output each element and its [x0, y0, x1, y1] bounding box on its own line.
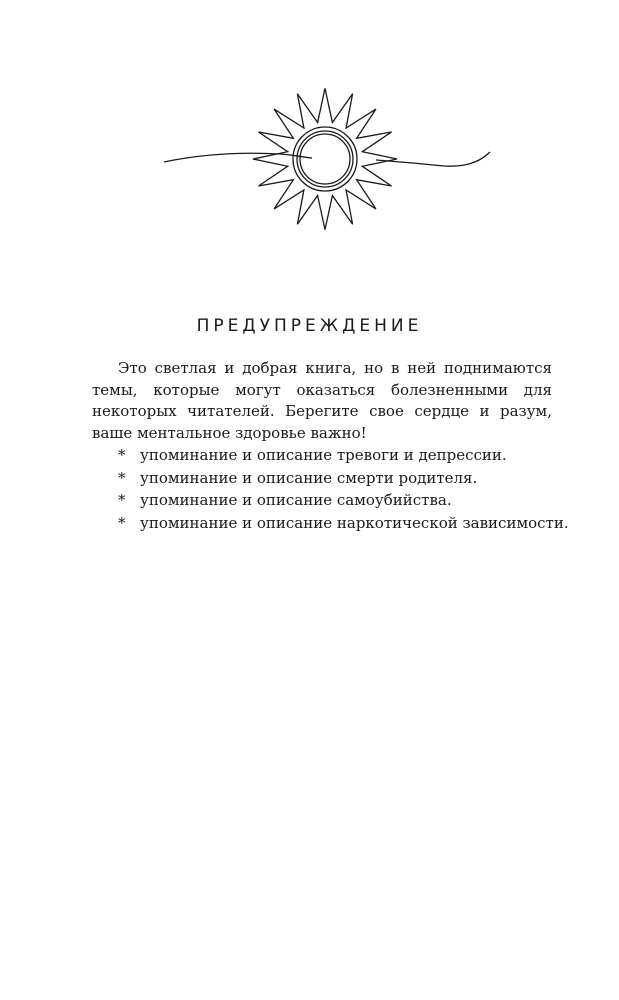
warning-text: упоминание и описание наркотической зависимости. [140, 513, 569, 532]
warning-list [118, 444, 588, 534]
bullet-star: * [118, 468, 126, 487]
intro-paragraph: Это светлая и добрая книга, но в ней поднимаются темы, которые могут оказаться болезненными для некоторых читателей. Берегите свое сердце и разум, ваше ментальное здоровье важно! [92, 359, 552, 442]
bullet-star: * [118, 513, 126, 532]
list-item [118, 467, 588, 490]
warning-text: упоминание и описание тревоги и депрессии. [140, 446, 507, 464]
warning-text: упоминание и описание смерти родителя. [140, 468, 478, 487]
list-item [118, 512, 588, 535]
sun-horizon-icon [162, 68, 492, 238]
warning-text: упоминание и описание самоубийства. [140, 491, 452, 509]
list-item [118, 444, 588, 467]
bullet-star: * [118, 491, 126, 509]
page-title: ПРЕДУПРЕЖДЕНИЕ [196, 316, 423, 336]
bullet-star: * [118, 446, 126, 464]
list-item [118, 489, 588, 512]
